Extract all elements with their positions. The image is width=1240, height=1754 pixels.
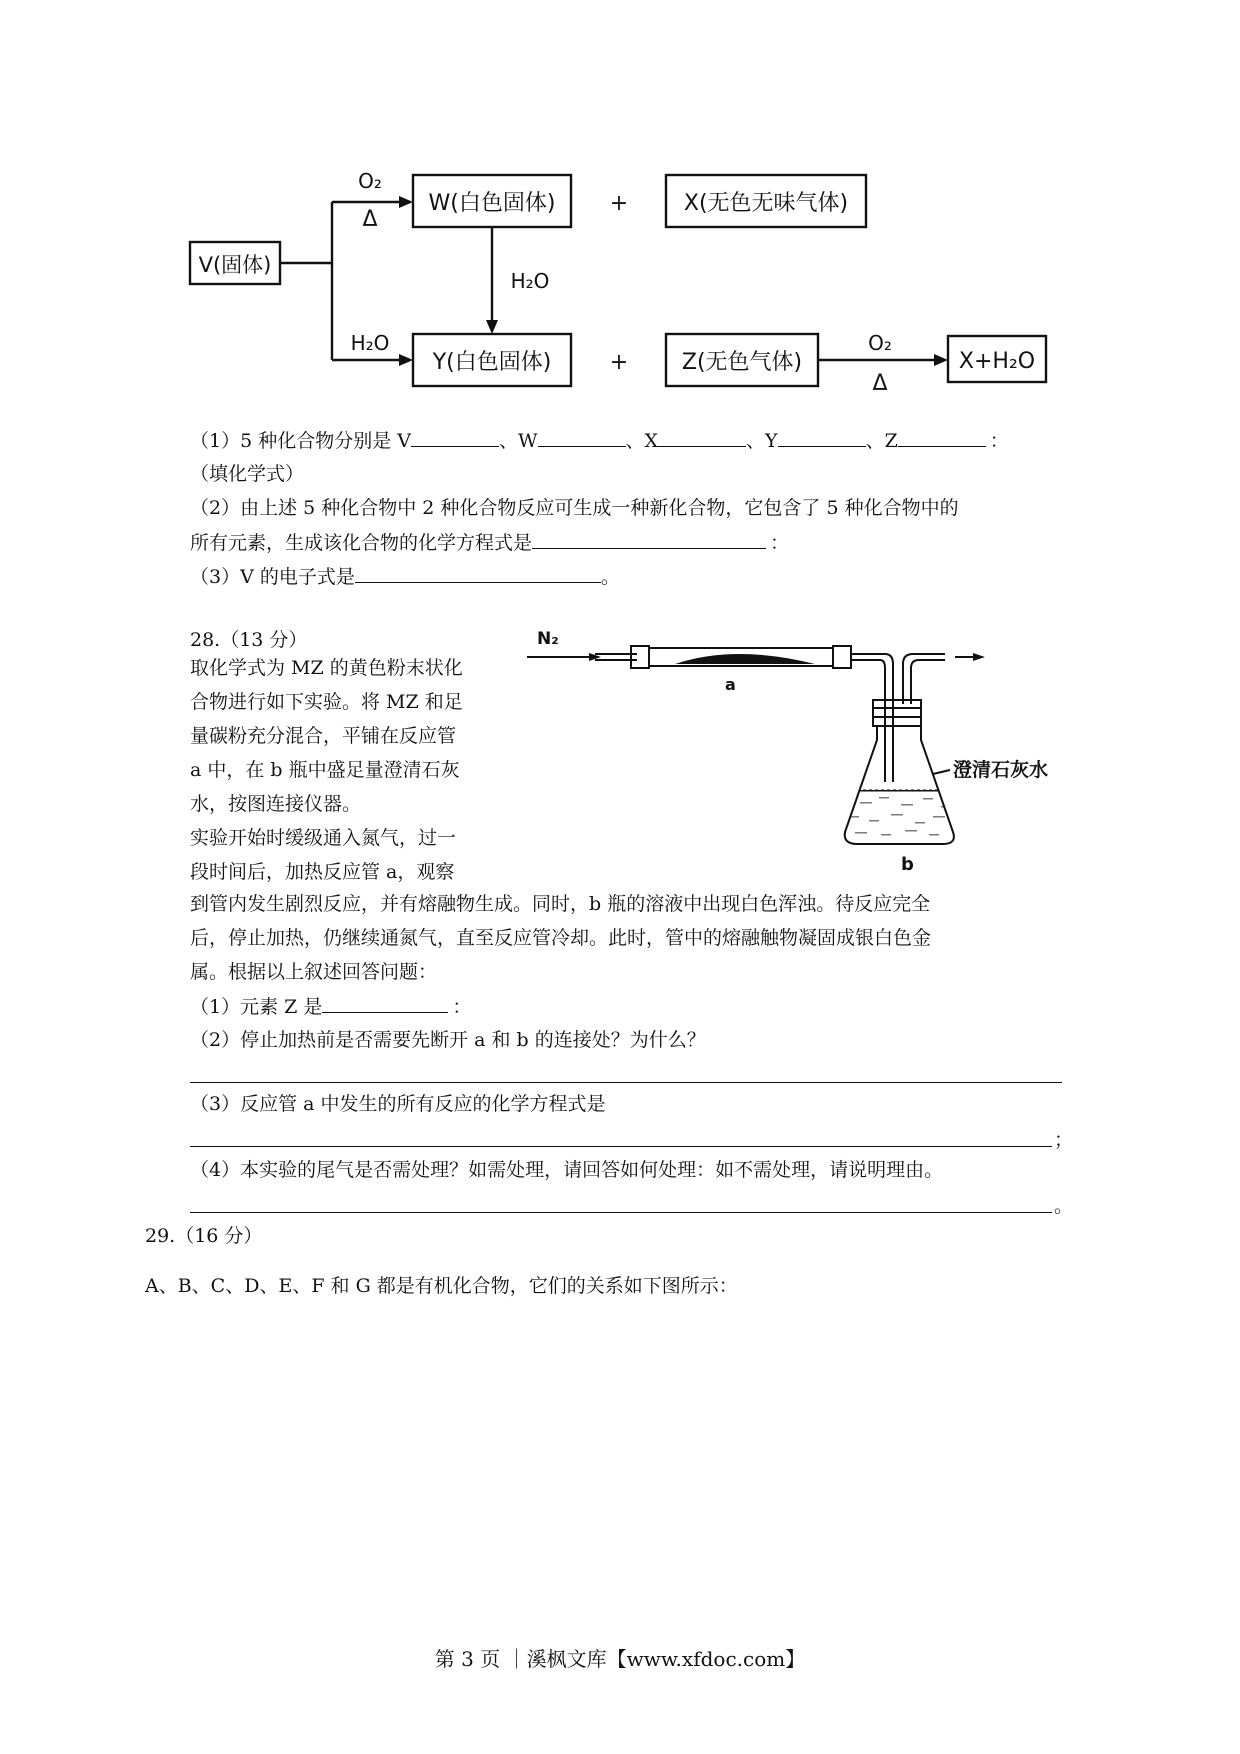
box-y-label: Y(白色固体)	[432, 350, 552, 375]
tube-a-label: a	[725, 675, 736, 694]
n2-label: N₂	[537, 629, 559, 649]
q29-header: 29.（16 分）	[145, 1225, 263, 1247]
plus-bottom: +	[609, 350, 629, 375]
q28-sub2: （2）停止加热前是否需要先断开 a 和 b 的连接处？为什么？	[190, 1029, 706, 1051]
box-z-label: Z(无色气体)	[681, 350, 803, 375]
blank-y[interactable]	[778, 428, 866, 447]
box-w-label: W(白色固体)	[428, 191, 556, 216]
reaction-scheme	[180, 160, 1060, 410]
q28-side-line: 水，按图连接仪器。	[190, 793, 362, 815]
q28-side-line: 合物进行如下实验。将 MZ 和足	[190, 691, 463, 713]
h2o-bottom-left: H₂O	[350, 331, 390, 355]
blank-electron-formula[interactable]	[355, 564, 601, 583]
q28-full-line: 属。根据以上叙述回答问题：	[190, 961, 438, 983]
lime-water-label: 澄清石灰水	[953, 759, 1049, 781]
answer-rule-sub4[interactable]	[190, 1212, 1052, 1213]
blank-w[interactable]	[538, 428, 626, 447]
plus-top: +	[609, 191, 629, 216]
blank-z[interactable]	[898, 428, 986, 447]
blank-element-z[interactable]	[322, 994, 448, 1013]
flask-b-label: b	[901, 854, 914, 872]
o2-top: O₂	[358, 169, 382, 193]
apparatus-figure	[525, 622, 1085, 872]
q28-header: 28.（13 分）	[190, 629, 308, 651]
q28-full-line: 后，停止加热，仍继续通氮气，直至反应管冷却。此时，管中的熔融触物凝固成银白色金	[190, 927, 932, 949]
q28-side-line: 段时间后，加热反应管 a，观察	[190, 861, 455, 883]
blank-v[interactable]	[411, 428, 499, 447]
q28-sub4-end: 。	[1054, 1195, 1074, 1217]
q27-part2-line2: 所有元素，生成该化合物的化学方程式是 ：	[190, 532, 790, 554]
blank-x[interactable]	[658, 428, 746, 447]
q28-sub3-end: ；	[1054, 1129, 1074, 1151]
delta-top: Δ	[362, 207, 378, 232]
q28-sub1: （1）元素 Z 是 ：	[190, 996, 472, 1018]
delta-right: Δ	[872, 371, 888, 396]
q27-part1: （1）5 种化合物分别是 V 、W 、X 、Y 、Z ：	[190, 430, 1009, 452]
answer-rule-sub3[interactable]	[190, 1146, 1052, 1147]
page-footer: 第 3 页 ｜溪枫文库【www.xfdoc.com】	[434, 1647, 806, 1671]
box-x-label: X(无色无味气体)	[683, 191, 849, 216]
q29-intro: A、B、C、D、E、F 和 G 都是有机化合物，它们的关系如下图所示：	[145, 1275, 738, 1297]
q28-sub3: （3）反应管 a 中发生的所有反应的化学方程式是	[190, 1093, 606, 1115]
q27-part2-line1: （2）由上述 5 种化合物中 2 种化合物反应可生成一种新化合物，它包含了 5 种化合物中的	[190, 497, 959, 519]
q28-full-line: 到管内发生剧烈反应，并有熔融物生成。同时，b 瓶的溶液中出现白色浑浊。待反应完全	[190, 893, 931, 915]
q27-part1-note: （填化学式）	[190, 463, 305, 485]
box-v-label: V(固体)	[198, 253, 272, 277]
q28-side-line: 实验开始时缓级通入氮气，过一	[190, 827, 457, 849]
h2o-down: H₂O	[510, 269, 550, 293]
q28-sub4: （4）本实验的尾气是否需处理？如需处理，请回答如何处理：如不需处理，请说明理由。	[190, 1159, 944, 1181]
q28-side-line: 量碳粉充分混合，平铺在反应管	[190, 725, 457, 747]
blank-equation[interactable]	[532, 530, 766, 549]
box-xh2o-label: X+H₂O	[958, 349, 1036, 374]
q28-side-line: a 中，在 b 瓶中盛足量澄清石灰	[190, 759, 460, 781]
q27-part3: （3）V 的电子式是 。	[190, 566, 620, 588]
answer-rule-sub2[interactable]	[190, 1082, 1062, 1083]
o2-right: O₂	[868, 331, 892, 355]
q28-side-line: 取化学式为 MZ 的黄色粉末状化	[190, 657, 463, 679]
